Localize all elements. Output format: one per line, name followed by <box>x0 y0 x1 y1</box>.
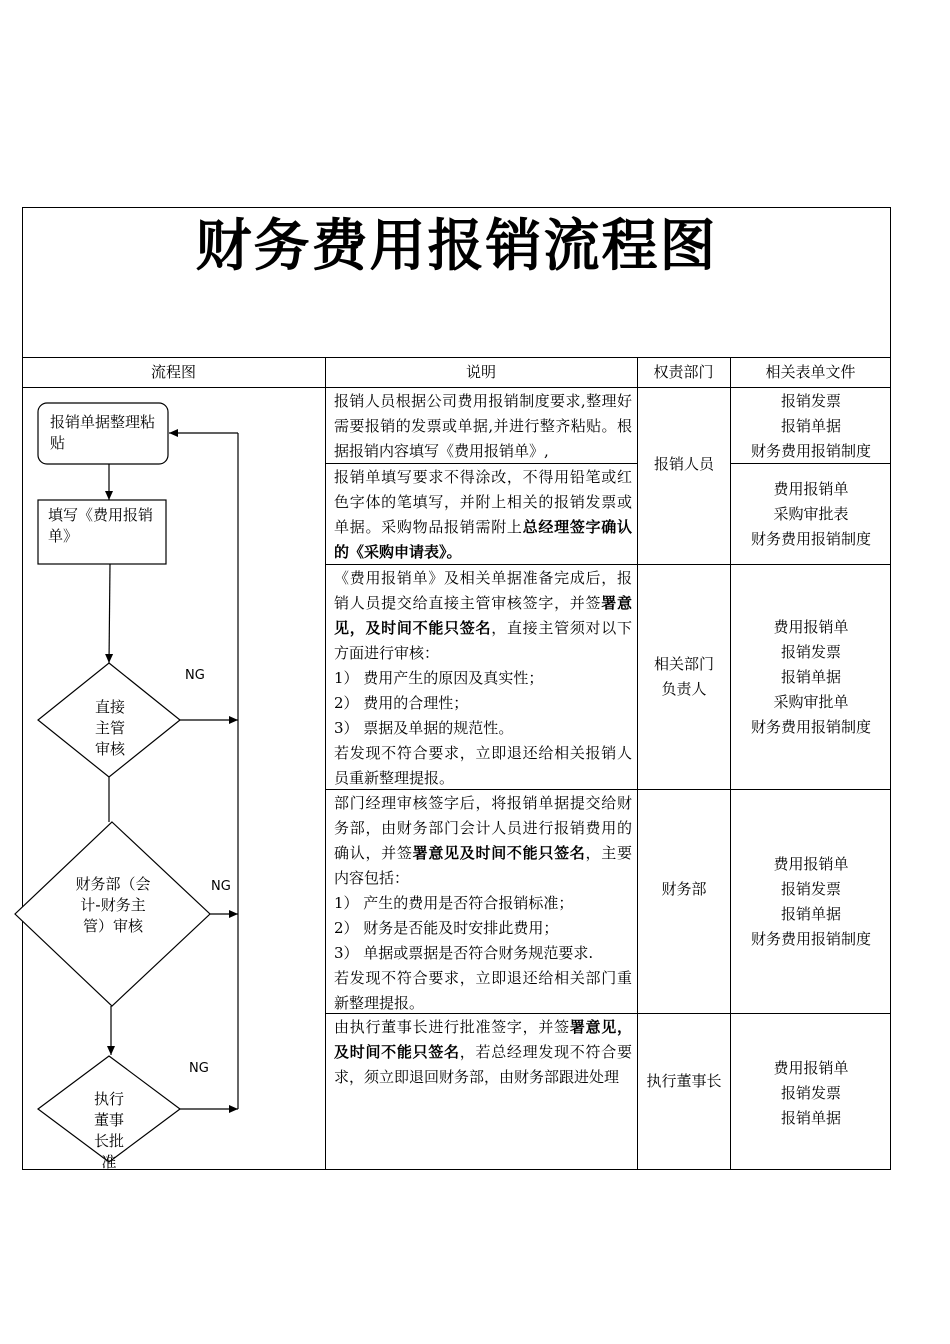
header-forms: 相关表单文件 <box>765 363 856 381</box>
row-4-desc <box>334 791 632 1016</box>
form-item: 采购审批单 <box>773 693 849 711</box>
desc-item: 3） 票据及单据的规范性。 <box>334 719 514 737</box>
desc-bold: 署意见，及时间不能只签名 <box>334 1018 632 1061</box>
desc-text: 若发现不符合要求，立即退还给相关部门重新整理提报。 <box>334 969 632 1012</box>
form-item: 费用报销单 <box>773 480 849 498</box>
header-flow: 流程图 <box>150 363 196 381</box>
form-item: 财务费用报销制度 <box>750 930 871 948</box>
ng-label: NG <box>185 668 205 683</box>
row-3-desc <box>334 566 632 791</box>
form-item: 财务费用报销制度 <box>750 718 871 736</box>
row-1-forms <box>731 389 891 464</box>
desc-item: 1） 产生的费用是否符合报销标准； <box>334 894 574 912</box>
form-item: 财务费用报销制度 <box>750 442 871 460</box>
form-item: 报销发票 <box>780 1084 841 1102</box>
form-item: 报销单据 <box>780 668 841 686</box>
desc-bold: 总经理签字确认的《采购申请表》。 <box>334 518 632 561</box>
form-item: 费用报销单 <box>773 618 849 636</box>
dept-row-5: 执行董事长 <box>646 1072 722 1090</box>
ng-label: NG <box>211 879 231 894</box>
desc-text: ，若总经理发现不符合要求，须立即退回财务部，由财务部跟进处理 <box>334 1043 632 1086</box>
form-item: 报销单据 <box>780 417 841 435</box>
row-2-forms <box>731 477 891 552</box>
header-desc: 说明 <box>465 363 496 381</box>
desc-item: 2） 费用的合理性； <box>334 694 469 712</box>
flow-diamond-1-label: 直接主管审核 <box>94 698 125 758</box>
form-item: 报销单据 <box>780 1109 841 1127</box>
form-item: 报销发票 <box>780 392 841 410</box>
dept-row-3: 相关部门负责人 <box>653 655 714 698</box>
flow-box-1-label: 报销单据整理粘贴 <box>50 413 156 452</box>
dept-row-1-2: 报销人员 <box>653 455 714 473</box>
row-5-forms <box>731 1056 891 1131</box>
ng-label: NG <box>189 1061 209 1076</box>
desc-item: 1） 费用产生的原因及真实性； <box>334 669 544 687</box>
form-item: 报销发票 <box>780 880 841 898</box>
desc-text: ，主要内容包括： <box>334 844 632 887</box>
row-1-desc: 报销人员根据公司费用报销制度要求,整理好需要报销的发票或单据,并进行整齐粘贴。根据报销内容填写《费用报销单》, <box>334 392 632 460</box>
desc-text: 若发现不符合要求，立即退还给相关报销人员重新整理提报。 <box>334 744 632 787</box>
form-item: 财务费用报销制度 <box>750 530 871 548</box>
desc-text: 由执行董事长进行批准签字，并签 <box>334 1018 570 1036</box>
desc-item: 2） 财务是否能及时安排此费用； <box>334 919 559 937</box>
form-item: 报销单据 <box>780 905 841 923</box>
page-title: 财务费用报销流程图 <box>195 214 718 279</box>
desc-text: 部门经理审核签字后，将报销单据提交给财务部，由财务部门会计人员进行报销费用的确认，并签 <box>334 794 632 862</box>
row-2-desc <box>334 465 632 565</box>
desc-text: 报销单填写要求不得涂改，不得用铅笔或红色字体的笔填写，并附上相关的报销发票或单据。采购物品报销需附上 <box>334 468 632 536</box>
header-dept: 权责部门 <box>653 363 714 381</box>
flow-diamond-2-label: 财务部（会计-财务主管）审核 <box>75 875 151 935</box>
form-item: 报销发票 <box>780 643 841 661</box>
form-item: 费用报销单 <box>773 855 849 873</box>
dept-row-4: 财务部 <box>661 880 707 898</box>
form-item: 采购审批表 <box>773 505 849 523</box>
desc-bold: 署意见及时间不能只签名 <box>412 844 586 862</box>
flow-diamond-3-label: 执行董事长批准 <box>93 1090 124 1171</box>
desc-text: ，直接主管须对以下方面进行审核： <box>334 619 632 662</box>
desc-text: 《费用报销单》及相关单据准备完成后，报销人员提交给直接主管审核签字，并签 <box>334 569 632 612</box>
row-5-desc <box>334 1015 632 1090</box>
flow-box-2-label: 填写《费用报销单》 <box>48 506 154 545</box>
row-3-forms <box>731 615 891 740</box>
form-item: 费用报销单 <box>773 1059 849 1077</box>
desc-item: 3） 单据或票据是否符合财务规范要求. <box>334 944 594 962</box>
row-4-forms <box>731 852 891 952</box>
desc-bold: 署意见，及时间不能只签名 <box>334 594 632 637</box>
flow-arrow <box>109 564 110 663</box>
